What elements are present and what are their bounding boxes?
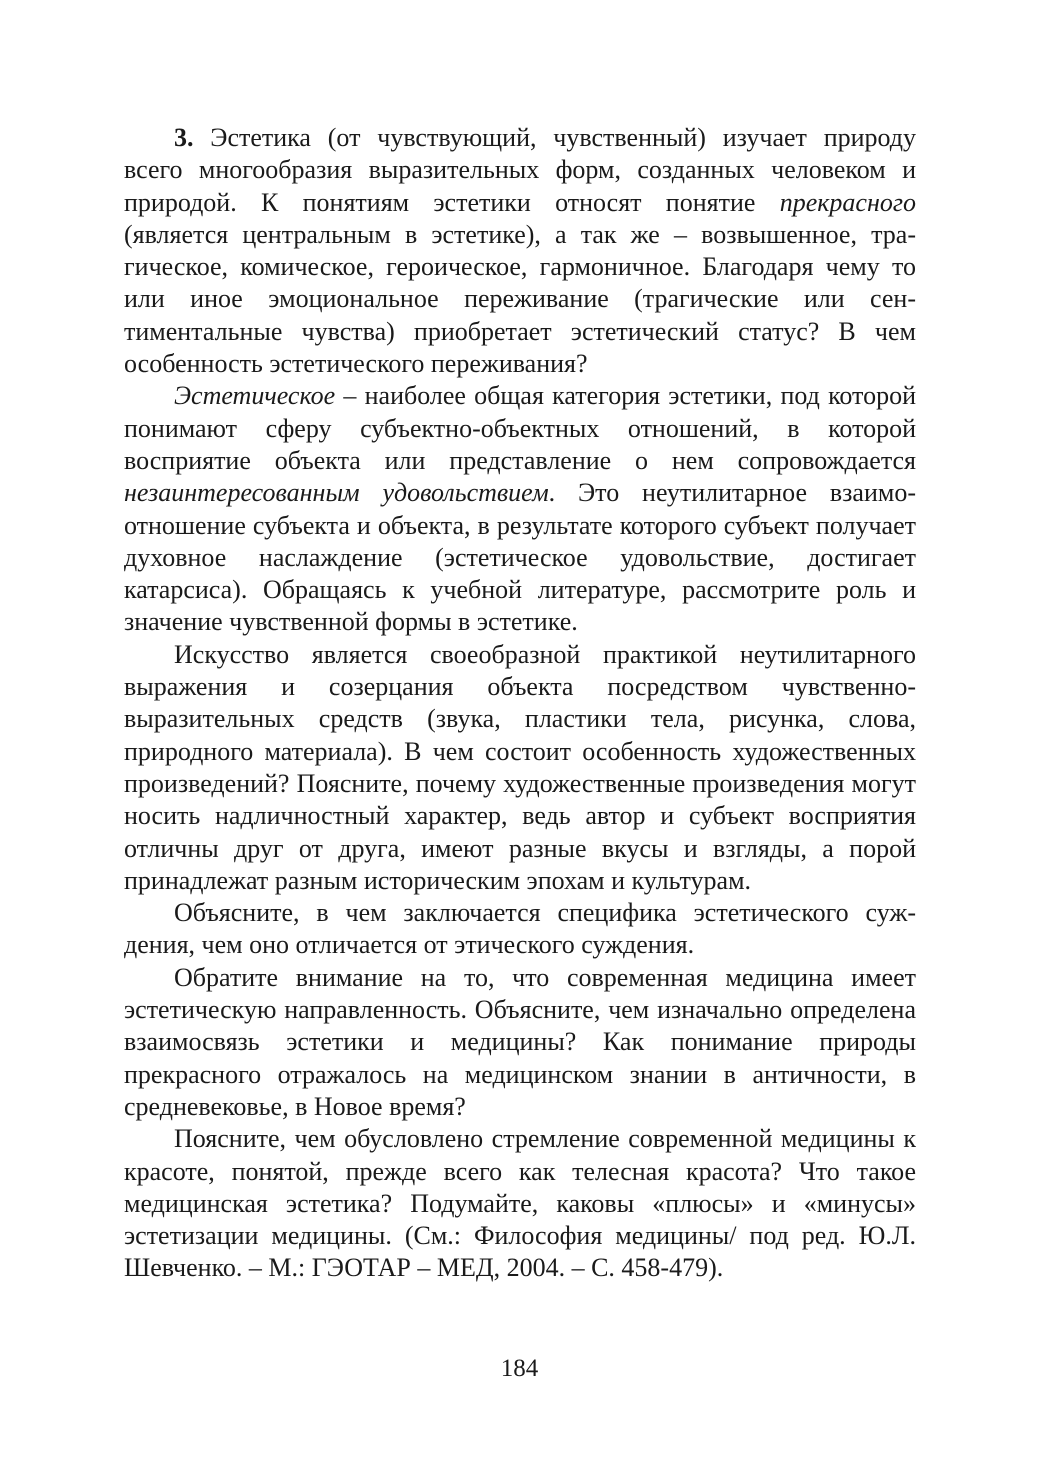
paragraph-aesthetic-judgement: Объясните, в чем заключается специфика эстетического суждения, чем оно отличается от этического суждения. (124, 898, 916, 960)
paragraph-medical-beauty: Поясните, чем обусловлено стремление современной медицины к красоте, понятой, прежде всего как телесная красота? Что такое медицинская эстетика? Подумайте, каковы «плюсы» и «минусы» эстетизации медицины. (См.: Философия медицины/ под ред. Ю.Л. Шевченко. – М.: ГЭОТАР – МЕД, 2004. – С. 458-479). (124, 1124, 916, 1283)
paragraph-art: Искусство является своеобразной практикой неутилитарного выражения и созерцания объекта посредством чувственно-выразительных средств (звука, пластики тела, рисунка, слова, природного материала). В чем состоит особенность художественных произведений? Поясните, почему художественные произведения могут носить надличностный характер, ведь автор и субъект восприятия отличны друг от друга, имеют разные вкусы и взгляды, а порой принадлежат разным историческим эпохам и культурам. (124, 639, 916, 895)
paragraph-medicine-aesthetics: Обратите внимание на то, что современная медицина имеет эстетическую направленность. Объясните, чем изначально определена взаимосвязь эстетики и медицины? Как понимание природы прекрасного отражалось на медицинском знании в античности, в средневековье, в Новое время? (124, 962, 916, 1121)
italic-term: прекрасного (779, 187, 916, 217)
page-body (124, 122, 916, 1285)
question-number: 3. (174, 123, 194, 152)
paragraph-text: (является центральным в эстетике), а так же – возвышенное, трагическое, комическое, героическое, гармоничное. Благодаря чему то или иное эмоциональное переживание (трагические или сентиментальные чувства) приобретает эстетический статус? В чем особенность эстетического переживания? (124, 219, 916, 379)
paragraph-text: – наиболее общая категория эстетики, под которой понимают сферу субъектно-объектных отношений, в которой восприятие объекта или представление о нем сопровождается (124, 381, 916, 475)
page-number: 184 (500, 1355, 539, 1382)
italic-term: незаинтересованным удовольствием (124, 478, 549, 508)
paragraph-text: . Это неутилитарное взаимоотношение субъекта и объекта, в результате которого субъект получает духовное наслаждение (эстетическое удовольствие, достигает катарсиса). Обращаясь к учебной литературе, рассмотрите роль и значение чувственной формы в эстетике. (124, 478, 916, 637)
italic-term: Эстетическое (174, 381, 336, 411)
paragraph-aesthetic-category (124, 380, 916, 638)
paragraph-text: Эстетика (от чувствующий, чувственный) изучает природу всего многообразия выразительных форм, созданных человеком и природой. К понятиям эстетики относят понятие (124, 123, 916, 217)
paragraph-aesthetics-intro (124, 122, 916, 380)
